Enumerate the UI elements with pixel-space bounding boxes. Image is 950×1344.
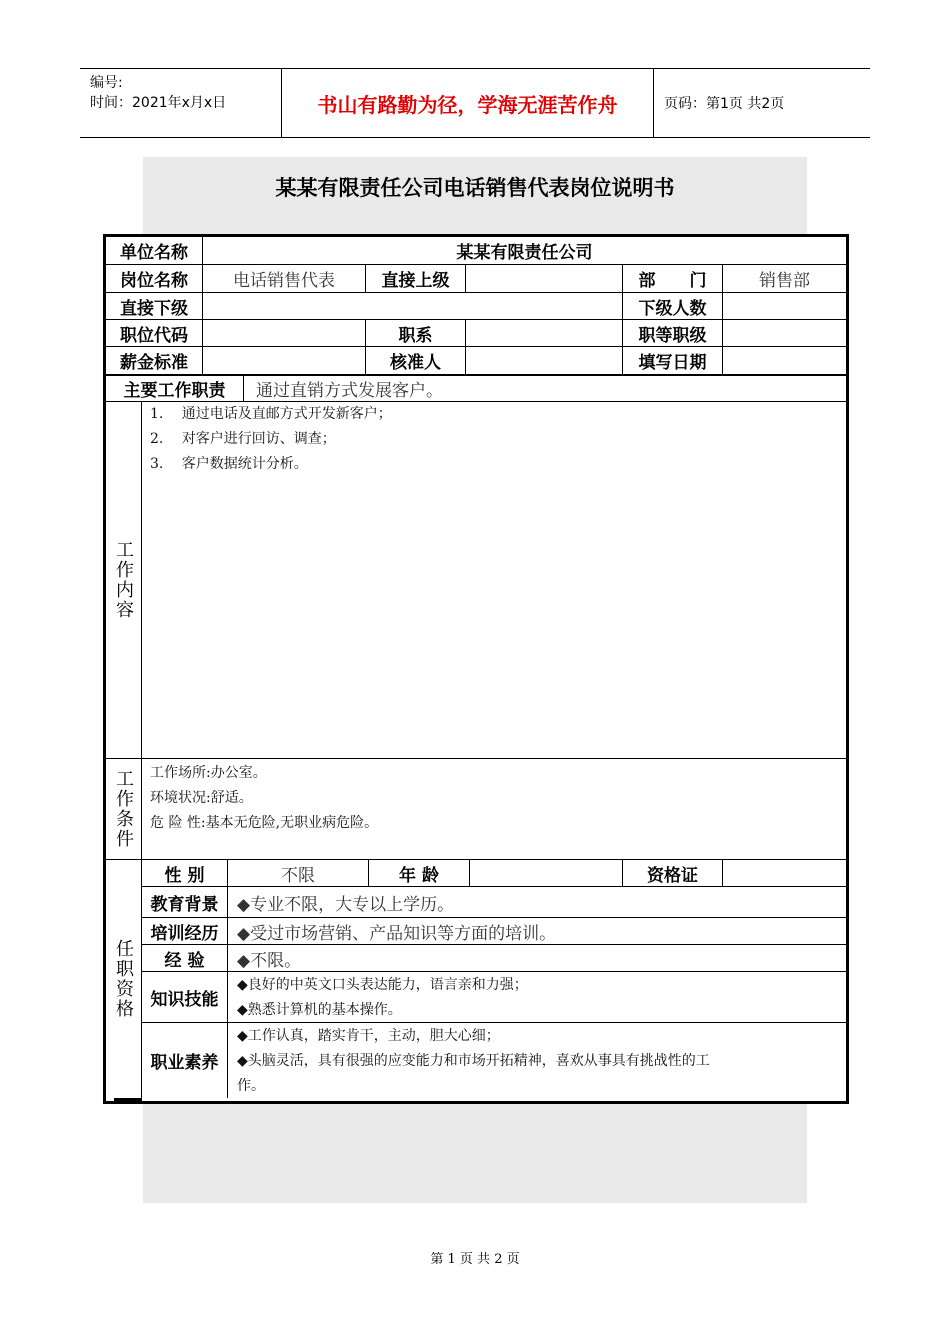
header-motto: 书山有路勤为径，学海无涯苦作舟 (317, 93, 618, 117)
training-value: ◆受过市场营销、产品知识等方面的培训。 (237, 923, 557, 944)
list-item: ◆良好的中英文口头表达能力，语言亲和力强； (237, 977, 528, 993)
job-description-form (103, 234, 849, 1104)
certificate-label: 资格证 (647, 865, 698, 886)
subordinate-count-value (723, 293, 846, 319)
education-value: ◆专业不限，大专以上学历。 (237, 894, 455, 915)
department-label: 部 门 (638, 271, 707, 291)
experience-value: ◆不限。 (237, 950, 302, 971)
list-item: ◆工作认真，踏实肯干，主动，胆大心细； (237, 1028, 500, 1044)
superior-label: 直接上级 (381, 271, 450, 291)
work-conditions-label-text: 工作条件 (113, 769, 134, 849)
position-value: 电话销售代表 (233, 271, 335, 291)
list-item: 工作场所:办公室。 (150, 765, 267, 781)
fill-date-value (723, 347, 846, 374)
list-item: ◆头脑灵活，具有很强的应变能力和市场开拓精神，喜欢从事具有挑战性的工 (237, 1053, 710, 1069)
training-label: 培训经历 (150, 923, 219, 944)
header-divider (653, 69, 654, 137)
qualifications-label (106, 860, 141, 1098)
age-label: 年 龄 (399, 865, 439, 886)
qualifications-label-text: 任职资格 (113, 939, 134, 1019)
experience-label: 经 验 (164, 950, 205, 971)
job-family-value (466, 320, 622, 346)
list-item: 3. 客户数据统计分析。 (150, 456, 308, 472)
position-code-value (203, 320, 365, 346)
unit-name-label: 单位名称 (120, 243, 188, 263)
approver-label: 核准人 (390, 353, 441, 373)
education-label: 教育背景 (150, 894, 219, 915)
col-line (243, 374, 244, 401)
job-family-label: 职系 (398, 325, 433, 346)
salary-value (203, 347, 365, 374)
page-footer: 第 1 页 共 2 页 (430, 1252, 520, 1267)
header-page-info: 页码：第1页 共2页 (664, 96, 785, 112)
header-meta (90, 73, 226, 113)
work-content-label-text: 工作内容 (113, 540, 134, 620)
position-label: 岗位名称 (120, 271, 188, 291)
approver-value (466, 347, 622, 374)
gender-label: 性 别 (164, 865, 205, 886)
skills-label: 知识技能 (150, 989, 219, 1010)
list-item: 危 险 性:基本无危险,无职业病危险。 (150, 815, 379, 831)
list-item: ◆熟悉计算机的基本操作。 (237, 1002, 402, 1018)
main-duty-value: 通过直销方式发展客户。 (256, 381, 443, 401)
skills-list (237, 973, 528, 1023)
superior-value (466, 265, 622, 292)
grade-value (723, 320, 846, 346)
main-duty-label: 主要工作职责 (123, 381, 226, 401)
row-line (141, 971, 846, 972)
row-line (106, 758, 846, 759)
work-content-label (106, 402, 141, 758)
work-conditions-list (150, 761, 378, 836)
col-line (227, 859, 228, 1098)
gender-value: 不限 (281, 865, 315, 886)
salary-label: 薪金标准 (120, 353, 188, 373)
grade-label: 职等职级 (638, 325, 707, 346)
fill-date-label: 填写日期 (638, 353, 707, 373)
age-value (470, 860, 622, 886)
time-label: 时间：2021年x月x日 (90, 95, 227, 111)
document-title: 某某有限责任公司电话销售代表岗位说明书 (275, 175, 675, 200)
position-code-label: 职位代码 (120, 325, 188, 346)
subordinate-value (203, 293, 622, 319)
list-item: 1. 通过电话及直邮方式开发新客户； (150, 406, 392, 422)
department-value: 销售部 (759, 271, 810, 291)
row-line (114, 1098, 142, 1101)
subordinate-label: 直接下级 (120, 298, 188, 319)
code-label: 编号: (90, 75, 123, 91)
page-header (80, 68, 870, 138)
list-item: 作。 (237, 1078, 265, 1094)
work-content-list (150, 402, 392, 477)
work-conditions-label (106, 759, 141, 859)
quality-label: 职业素养 (150, 1053, 219, 1073)
list-item: 环境状况:舒适。 (150, 790, 253, 806)
certificate-value (723, 860, 846, 886)
list-item: 2. 对客户进行回访、调查； (150, 431, 336, 447)
subordinate-count-label: 下级人数 (638, 298, 707, 319)
unit-name-value: 某某有限责任公司 (456, 243, 593, 263)
quality-list (237, 1024, 710, 1099)
